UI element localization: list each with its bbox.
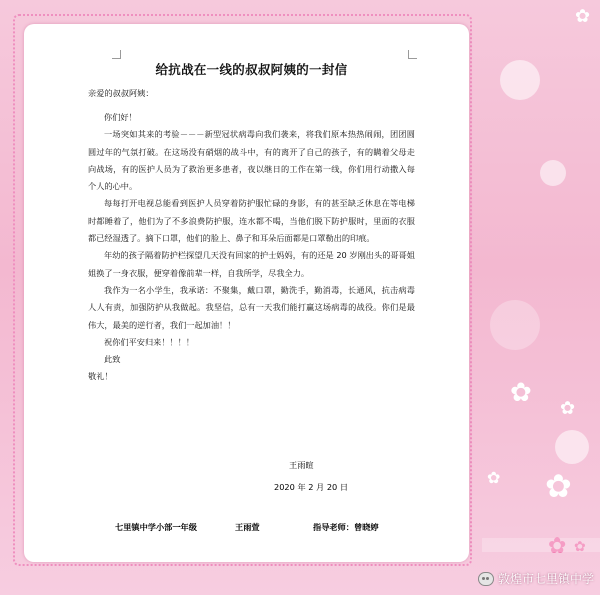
ribbon-decoration [482,538,600,555]
background-sparkle [490,300,540,350]
signature-name: 王雨暄 [289,460,314,470]
footer-teacher: 指导老师：曾晓婷 [313,522,379,532]
flower-icon: ✿ [545,467,572,505]
background-sparkle [555,430,589,464]
letter-paper [24,24,469,562]
background-sparkle [500,60,540,100]
footer-student: 王雨萱 [235,522,260,532]
letter-paragraph: 祝你们平安归来！！！！ [104,336,195,347]
letter-salutation: 亲爱的叔叔阿姨： [88,88,154,98]
letter-title: 给抗战在一线的叔叔阿姨的一封信 [155,62,348,77]
letter-paragraph: 年幼的孩子隔着防护栏探望几天没有回家的护士妈妈，有的还是 20 岁刚出头的哥哥姐姐换了一身衣服，便穿着像前辈一样，自我所学，尽我全力。 [88,250,415,278]
flower-icon: ✿ [510,378,532,408]
flower-icon: ✿ [560,398,576,419]
margin-corner-mark [112,50,121,59]
flower-icon: ✿ [487,468,501,487]
letter-paragraph: 我作为一名小学生，我承诺：不聚集，戴口罩，勤洗手，勤消毒，长通风，抗击病毒人人有责，加强防护从我做起。我坚信，总有一天我们能打赢这场病毒的战役。你们是最伟大，最美的逆行者，我们一起加油！！ [88,284,415,330]
footer-school: 七里镇中学小部一年级 [115,522,197,532]
flower-icon: ✿ [574,539,586,555]
background-sparkle [540,160,566,186]
letter-paragraph: 每每打开电视总能看到医护人员穿着防护服忙碌的身影，有的甚至缺乏休息在等电梯时都睡着了，他们为了不多浪费防护服，连水都不喝，当他们脱下防护服时，里面的衣服都已经湿透了。摘下口罩，他们的脸上、鼻子和耳朵后面都是口罩勒出的印痕。 [88,198,415,244]
flower-icon: ✿ [548,534,567,559]
margin-corner-mark [408,50,417,59]
letter-paragraph: 此致 [104,354,121,365]
watermark-text: 敦煌市七里镇中学 [497,572,594,586]
flower-icon: ✿ [575,6,591,27]
letter-body [88,60,415,386]
wechat-icon [478,572,494,586]
letter-closing: 敬礼！ [88,371,113,382]
watermark [478,570,594,587]
letter-paragraph: 一场突如其来的考验－－－新型冠状病毒向我们袭来，将我们原本热热闹闹，团团圆圆过年的气氛打破。在这场没有硝烟的战斗中，有的离开了自己的孩子，有的瞒着父母走向战场，有的医护人员为了救治更多患者，夜以继日的工作在第一线，你们用行动撒入每个人的心中。 [88,129,415,192]
signature-date: 2020 年 2 月 20 日 [274,482,349,492]
letter-paragraph: 你们好！ [104,112,137,122]
